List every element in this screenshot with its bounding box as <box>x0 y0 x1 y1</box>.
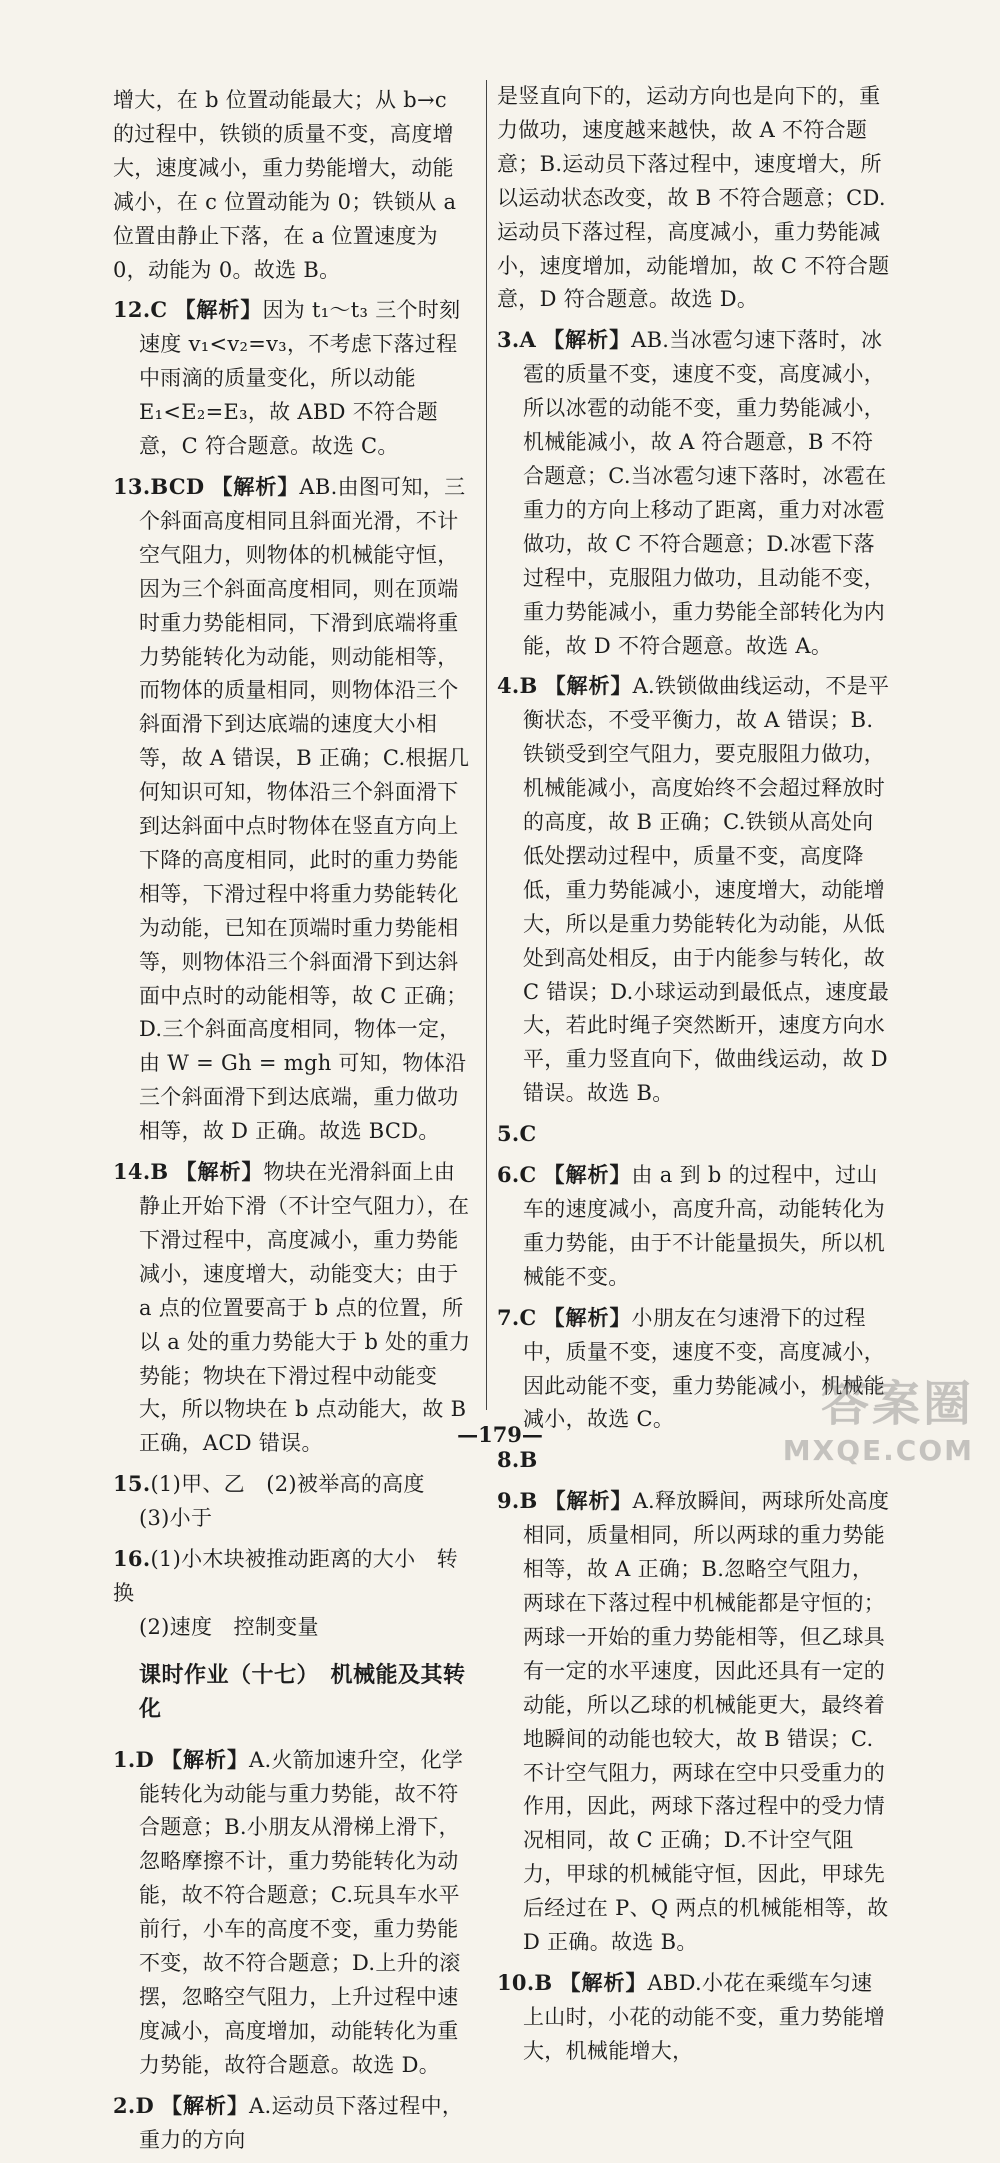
answer-text: ABD.小花在乘缆车匀速上山时，小花的动能不变，重力势能增大，机械能增大， <box>523 1970 886 2063</box>
answer-text: (1)小木块被推动距离的大小 转换 <box>113 1547 458 1605</box>
answer-9 <box>497 1484 892 1960</box>
answer-text: (2)速度 控制变量 <box>139 1614 319 1639</box>
answer-number: 5.C <box>497 1121 537 1147</box>
answer-12 <box>113 293 473 464</box>
answer-13 <box>113 470 473 1149</box>
answer-text: 增大，在 b 位置动能最大；从 b→c 的过程中，铁锁的质量不变，高度增大，速度减小，重力势能增大，动能减小，在 c 位置动能为 0；铁锁从 a 位置由静止下落，在 a 位置速度为 0，动能为 0。故选 B。 <box>113 88 457 282</box>
answer-text: 由 a 到 b 的过程中，过山车的速度减小，高度升高，动能转化为重力势能，由于不计能量损失，所以机械能不变。 <box>523 1163 886 1289</box>
answer-number: 14.B <box>113 1159 169 1185</box>
answer-number: 6.C <box>497 1162 537 1188</box>
continued-answer <box>497 80 892 317</box>
analysis-tag: 【解析】 <box>543 1162 632 1188</box>
analysis-tag: 【解析】 <box>544 673 633 699</box>
answer-text: A.铁锁做曲线运动，不是平衡状态，不受平衡力，故 A 错误；B.铁锁受到空气阻力，要克服阻力做功，机械能减小，高度始终不会超过释放时的高度，故 B 正确；C.铁锁从高处向低处摆动过程中，质量不变，高度降低，重力势能减小，速度增大，动能增大，所以是重力势能转化为动能，从低处到高处相反，由于内能参与转化，故 C 错误；D.小球运动到最低点，速度最大，若此时绳子突然断开，速度方向水平，重力竖直向下，做曲线运动，故 D 错误。故选 B。 <box>523 674 890 1106</box>
analysis-tag: 【解析】 <box>175 1159 264 1185</box>
answer-15 <box>113 1467 473 1536</box>
analysis-tag: 【解析】 <box>543 1304 632 1330</box>
analysis-tag: 【解析】 <box>544 1488 633 1514</box>
answer-number: 16. <box>113 1546 151 1572</box>
analysis-tag: 【解析】 <box>174 297 263 323</box>
watermark-logo <box>764 1365 974 1467</box>
answer-number: 13.BCD <box>113 473 205 499</box>
answer-10 <box>497 1966 892 2069</box>
section-title: 课时作业（十七） 机械能及其转化 <box>139 1662 466 1722</box>
answer-text: A.运动员下落过程中，重力的方向 <box>139 2093 464 2152</box>
answer-number: 15. <box>113 1471 151 1497</box>
answer-text: 物块在光滑斜面上由静止开始下滑（不计空气阻力），在下滑过程中，高度减小，重力势能减小，速度增大，动能变大；由于 a 点的位置要高于 b 点的位置，所以 a 处的重力势能大于 b 处的重力势能；物块在下滑过程中动能变大，所以物块在 b 点动能大，故 B 正确，ACD 错误。 <box>139 1160 471 1456</box>
watermark-url: MXQE.COM <box>782 1434 974 1467</box>
answer-number: 3.A <box>497 327 537 353</box>
analysis-tag: 【解析】 <box>559 1969 648 1995</box>
answer-number: 9.B <box>497 1488 538 1514</box>
analysis-tag: 【解析】 <box>161 1746 250 1772</box>
answer-4 <box>497 669 892 1111</box>
analysis-tag: 【解析】 <box>161 2092 250 2118</box>
answer-number: 4.B <box>497 673 538 699</box>
page-number: —179— <box>457 1422 543 1447</box>
answer-2 <box>113 2089 473 2158</box>
answer-14 <box>113 1155 473 1461</box>
analysis-tag: 【解析】 <box>211 473 300 499</box>
answer-number: 8.B <box>497 1447 538 1473</box>
continued-answer <box>113 84 473 287</box>
answer-number: 12.C <box>113 297 168 323</box>
analysis-tag: 【解析】 <box>543 327 632 353</box>
answer-text: (1)甲、乙 (2)被举高的高度 (3)小于 <box>139 1472 447 1531</box>
answer-1 <box>113 1743 473 2083</box>
left-column <box>113 84 473 2163</box>
answer-text: AB.由图可知，三个斜面高度相同且斜面光滑，不计空气阻力，则物体的机械能守恒，因为三个斜面高度相同，则在顶端时重力势能相同，下滑到底端将重力势能转化为动能，则动能相等，而物体的质量相同，则物体沿三个斜面滑下到达底端的速度大小相等，故 A 错误，B 正确；C.根据几何知识可知，物体沿三个斜面滑下到达斜面中点时物体在竖直方向上下降的高度相同，此时的重力势能相等，下滑过程中将重力势能转化为动能，已知在顶端时重力势能相等，则物体沿三个斜面滑下到达斜面中点时的动能相等，故 C 正确；D.三个斜面高度相同，物体一定，由 W = Gh = mgh 可知，物体沿三个斜面滑下到达底端，重力做功相等，故 D 正确。故选 BCD。 <box>139 474 470 1144</box>
answer-text: A.火箭加速升空，化学能转化为动能与重力势能，故不符合题意；B.小朋友从滑梯上滑下，忽略摩擦不计，重力势能转化为动能，故不符合题意；C.玩具车水平前行，小车的高度不变，重力势能不变，故不符合题意；D.上升的滚摆，忽略空气阻力，上升过程中速度减小，高度增加，动能转化为重力势能，故符合题意。故选 D。 <box>139 1747 464 2077</box>
watermark-logo-text: 答案圈 <box>820 1376 974 1432</box>
answer-number: 2.D <box>113 2092 155 2118</box>
answer-16 <box>113 1542 473 1645</box>
answer-6 <box>497 1158 892 1295</box>
answer-text: 小朋友在匀速滑下的过程中，质量不变，速度不变，高度减小，因此动能不变，重力势能减小，机械能减小，故选 C。 <box>523 1305 886 1432</box>
answer-text: AB.当冰雹匀速下落时，冰雹的质量不变，速度不变，高度减小，所以冰雹的动能不变，重力势能减小，机械能减小，故 A 符合题意，B 不符合题意；C.当冰雹匀速下落时，冰雹在重力的方向上移动了距离，重力对冰雹做功，故 C 不符合题意；D.冰雹下落过程中，克服阻力做功，且动能不变，重力势能减小，重力势能全部转化为内能，故 D 不符合题意。故选 A。 <box>523 328 887 658</box>
answer-text: 是竖直向下的，运动方向也是向下的，重力做功，速度越来越快，故 A 不符合题意；B.运动员下落过程中，速度增大，所以运动状态改变，故 B 不符合题意；CD.运动员下落过程，高度减小，重力势能减小，速度增加，动能增加，故 C 不符合题意，D 符合题意。故选 D。 <box>497 84 890 312</box>
answer-5 <box>497 1117 892 1152</box>
answer-text: A.释放瞬间，两球所处高度相同，质量相同，所以两球的重力势能相等，故 A 正确；B.忽略空气阻力，两球在下落过程中机械能都是守恒的；两球一开始的重力势能相等，但乙球具有一定的水平速度，因此还具有一定的动能，所以乙球的机械能更大，最终着地瞬间的动能也较大，故 B 错误；C.不计空气阻力，两球在空中只受重力的作用，因此，两球下落过程中的受力情况相同，故 C 正确；D.不计空气阻力，甲球的机械能守恒，因此，甲球先后经过在 P、Q 两点的机械能相等，故 D 正确。故选 B。 <box>523 1489 890 1955</box>
answer-3 <box>497 323 892 663</box>
answer-number: 10.B <box>497 1969 553 1995</box>
answer-text: 因为 t₁～t₃ 三个时刻速度 v₁<v₂=v₃，不考虑下落过程中雨滴的质量变化，所以动能 E₁<E₂=E₃，故 ABD 不符合题意，C 符合题意。故选 C。 <box>139 298 461 459</box>
answer-number: 1.D <box>113 1746 155 1772</box>
answer-number: 7.C <box>497 1304 537 1330</box>
